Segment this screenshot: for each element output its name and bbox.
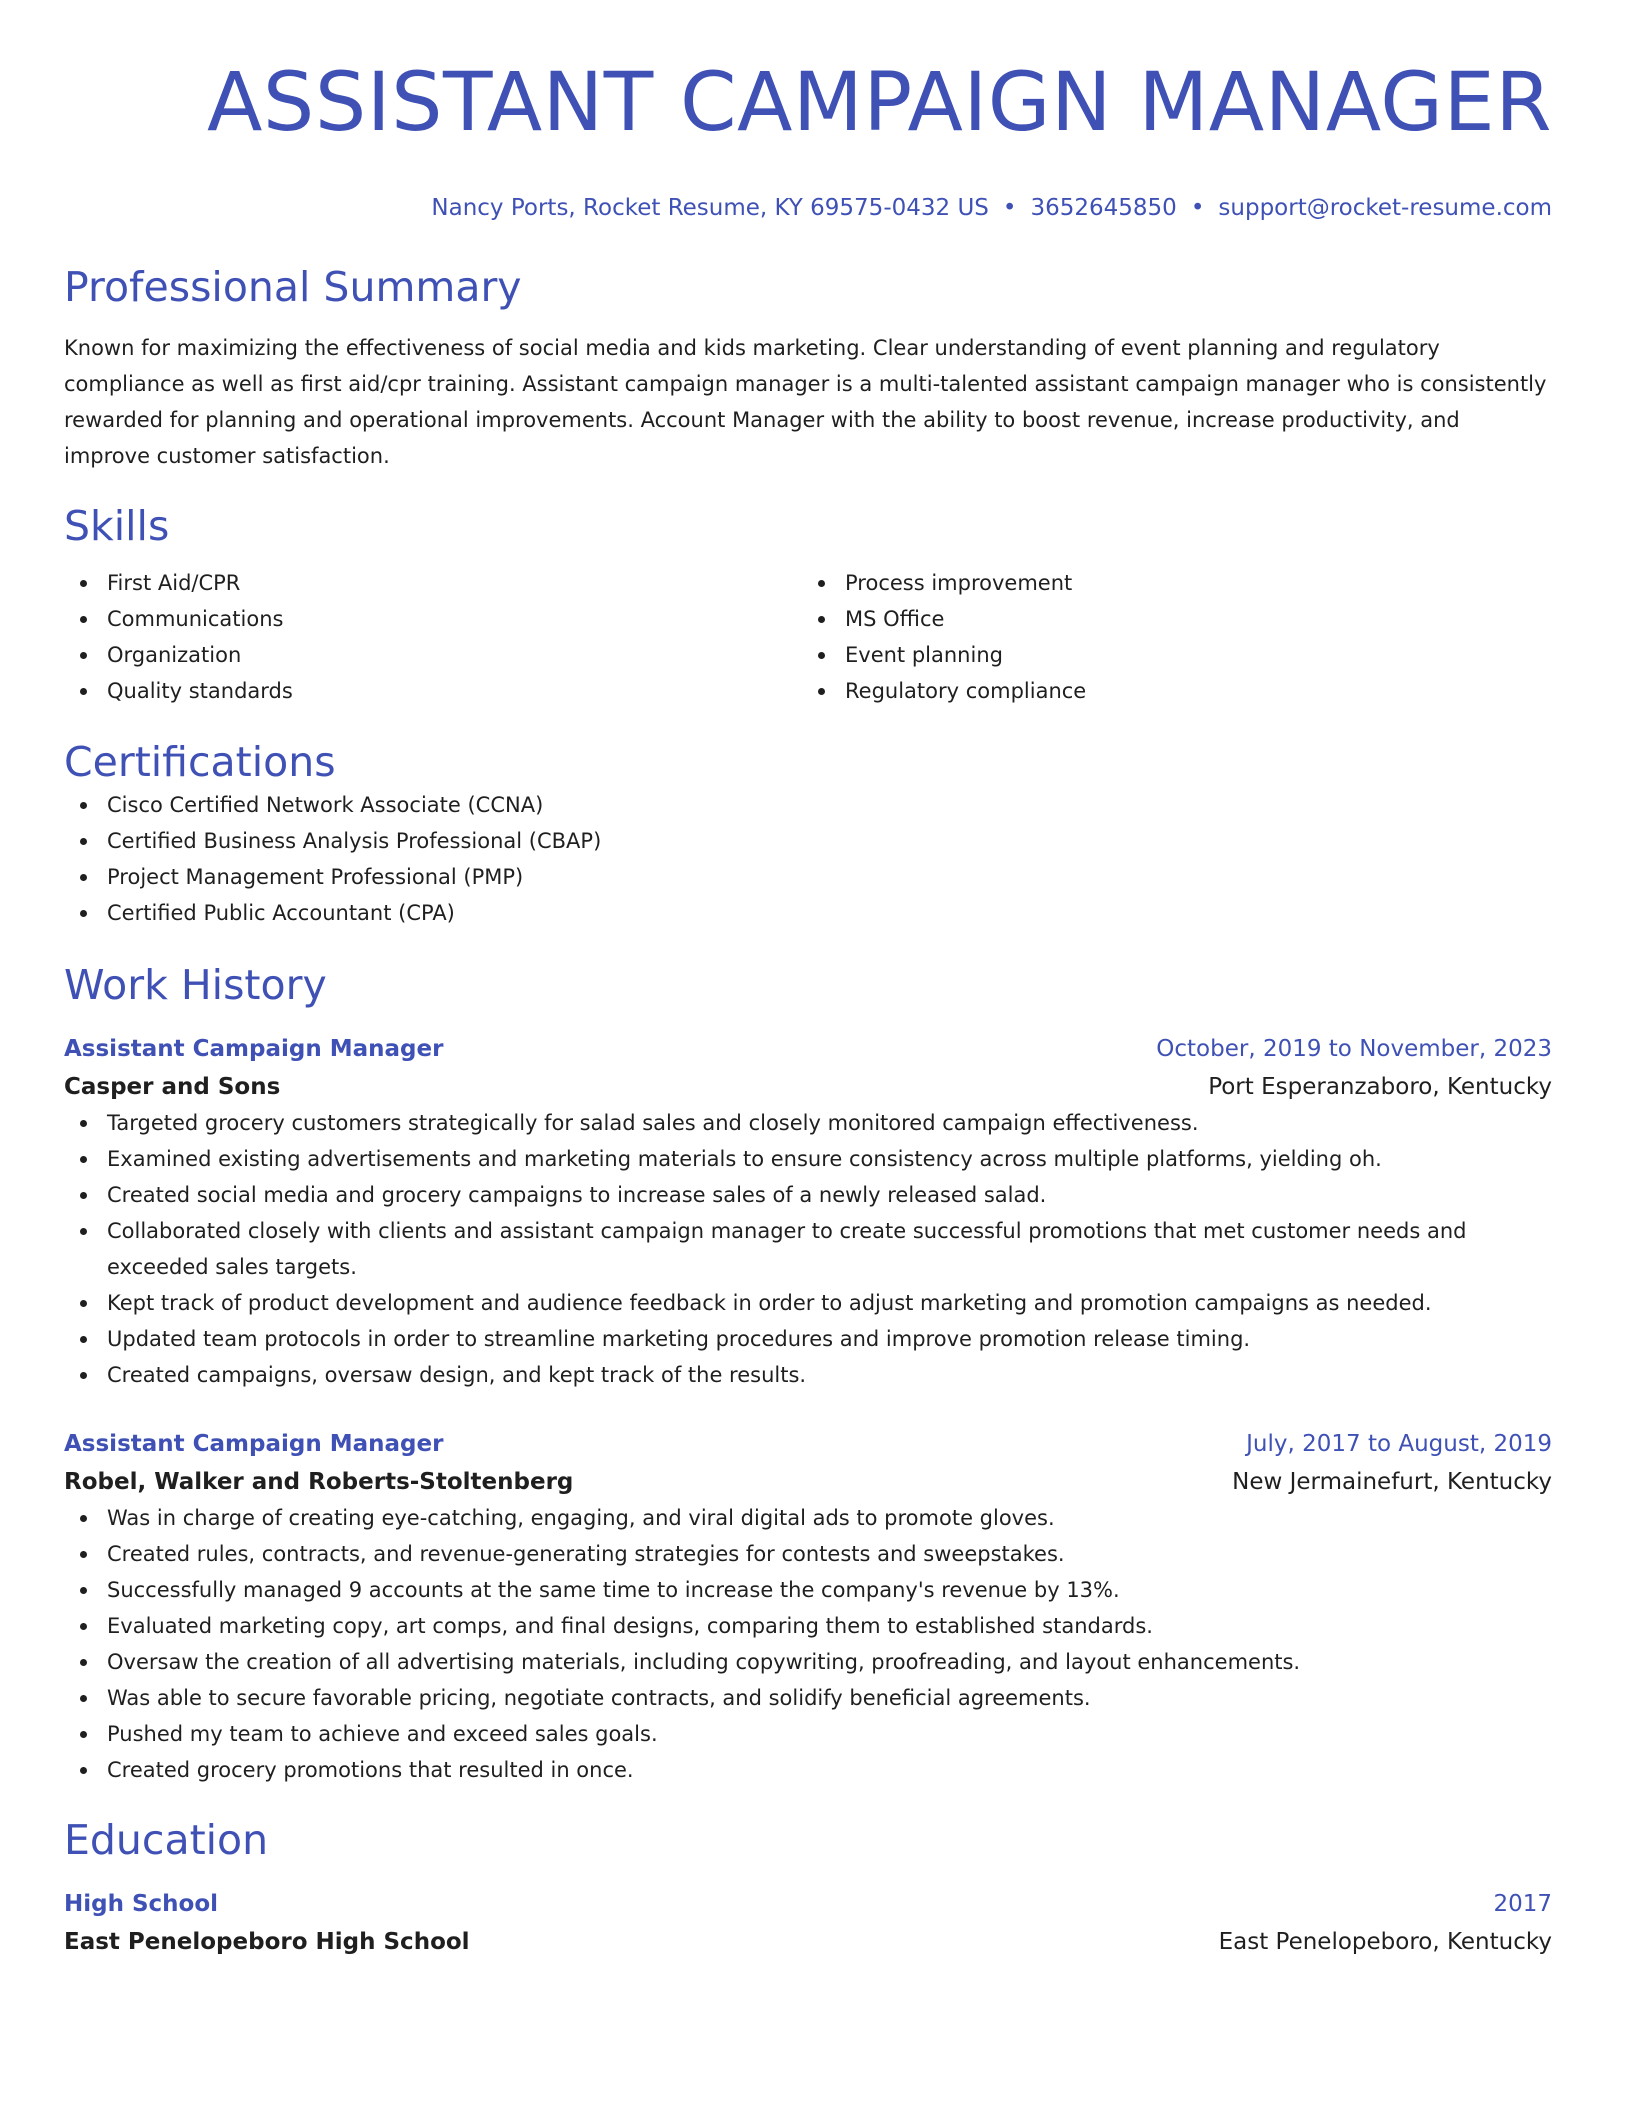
contact-email: support@rocket-resume.com [1218,195,1552,221]
responsibility-item: Successfully managed 9 accounts at the same time to increase the company's revenue by 13%. [64,1572,1552,1608]
skill-item: Organization [64,637,802,673]
contact-line [64,194,1552,222]
responsibility-item: Was in charge of creating eye-catching, engaging, and viral digital ads to promote gloves. [64,1500,1552,1536]
skill-item: Regulatory compliance [802,673,1540,709]
work-entry-subheader [64,1069,1552,1105]
summary-heading: Professional Summary [64,263,522,311]
responsibility-item: Created rules, contracts, and revenue-generating strategies for contests and sweepstakes. [64,1536,1552,1572]
education-heading: Education [64,1816,269,1864]
responsibility-item: Targeted grocery customers strategically for salad sales and closely monitored campaign effectiveness. [64,1105,1552,1141]
company-name: Casper and Sons [64,1074,281,1100]
school-name: East Penelopeboro High School [64,1929,470,1955]
responsibility-item: Evaluated marketing copy, art comps, and final designs, comparing them to established standards. [64,1608,1552,1644]
responsibility-item: Created campaigns, oversaw design, and kept track of the results. [64,1357,1552,1393]
skill-item: Quality standards [64,673,802,709]
graduation-year: 2017 [1493,1891,1552,1917]
responsibility-item: Collaborated closely with clients and assistant campaign manager to create successful promotions that met customer needs and exceeded sales targets. [64,1213,1552,1285]
skill-item: Process improvement [802,565,1540,601]
job-location: Port Esperanzaboro, Kentucky [1208,1074,1552,1100]
resume-title: ASSISTANT CAMPAIGN MANAGER [207,56,1552,150]
responsibility-item: Created grocery promotions that resulted in once. [64,1752,1552,1788]
job-title: Assistant Campaign Manager [64,1431,444,1457]
job-location: New Jermainefurt, Kentucky [1232,1469,1552,1495]
skills-grid [64,565,1552,709]
certification-item: Cisco Certified Network Associate (CCNA) [64,787,1552,823]
skill-item: Communications [64,601,802,637]
contact-separator: • [1190,195,1205,221]
contact-separator: • [1002,195,1017,221]
responsibility-item: Was able to secure favorable pricing, negotiate contracts, and solidify beneficial agreements. [64,1680,1552,1716]
responsibility-item: Examined existing advertisements and marketing materials to ensure consistency across multiple platforms, yielding oh. [64,1141,1552,1177]
responsibility-item: Updated team protocols in order to streamline marketing procedures and improve promotion release timing. [64,1321,1552,1357]
work-entry-header [64,1426,1552,1462]
responsibility-item: Kept track of product development and audience feedback in order to adjust marketing and promotion campaigns as needed. [64,1285,1552,1321]
school-location: East Penelopeboro, Kentucky [1218,1929,1552,1955]
job-responsibilities [64,1105,1552,1393]
education-entry [64,1886,1552,1960]
skills-list-right [802,565,1540,709]
work-entry [64,1031,1552,1393]
summary-text: Known for maximizing the effectiveness of social media and kids marketing. Clear understanding of event planning and regulatory compliance as well as first aid/cpr training. Assistant campaign manager is a multi-talented assistant campaign manager who is consistently rewarded for planning and operational improvements. Account Manager with the ability to boost revenue, increase productivity, and improve customer satisfaction. [64,336,1547,468]
education-entry-subheader [64,1924,1552,1960]
company-name: Robel, Walker and Roberts-Stoltenberg [64,1469,574,1495]
job-dates: October, 2019 to November, 2023 [1156,1036,1552,1062]
job-dates: July, 2017 to August, 2019 [1246,1431,1552,1457]
certifications-heading: Certifications [64,738,336,786]
certification-item: Certified Business Analysis Professional (CBAP) [64,823,1552,859]
job-responsibilities [64,1500,1552,1788]
work-history-heading: Work History [64,961,327,1009]
skill-item: MS Office [802,601,1540,637]
certification-item: Certified Public Accountant (CPA) [64,895,1552,931]
responsibility-item: Pushed my team to achieve and exceed sales goals. [64,1716,1552,1752]
contact-address: Nancy Ports, Rocket Resume, KY 69575-0432 US [431,195,989,221]
skill-item: First Aid/CPR [64,565,802,601]
work-entry-header [64,1031,1552,1067]
degree-name: High School [64,1891,219,1917]
certifications-list [64,787,1552,931]
skills-heading: Skills [64,502,170,550]
education-entry-header [64,1886,1552,1922]
responsibility-item: Created social media and grocery campaigns to increase sales of a newly released salad. [64,1177,1552,1213]
responsibility-item: Oversaw the creation of all advertising materials, including copywriting, proofreading, and layout enhancements. [64,1644,1552,1680]
certification-item: Project Management Professional (PMP) [64,859,1552,895]
work-entry-subheader [64,1464,1552,1500]
contact-phone: 3652645850 [1030,195,1177,221]
work-entry [64,1426,1552,1788]
job-title: Assistant Campaign Manager [64,1036,444,1062]
skill-item: Event planning [802,637,1540,673]
skills-list-left [64,565,802,709]
